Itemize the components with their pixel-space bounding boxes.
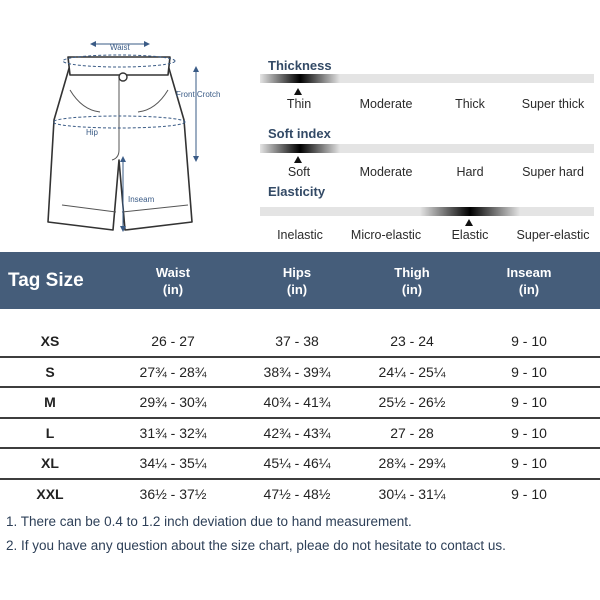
- elasticity-option-micro-elastic: Micro-elastic: [350, 228, 422, 242]
- thigh-cell: 28¾ - 29¾: [378, 455, 446, 471]
- elasticity-option-elastic: Elastic: [451, 228, 489, 242]
- front-crotch-label: Front Crotch: [176, 90, 221, 99]
- waist-cell: 29¾ - 30¾: [139, 394, 207, 410]
- elasticity-marker-icon: [465, 219, 473, 226]
- soft-index-marker-icon: [294, 156, 302, 163]
- waist-label: Waist: [110, 43, 130, 52]
- table-row: [0, 480, 600, 509]
- hips-column-header: [237, 264, 357, 298]
- elasticity-bar: [260, 207, 594, 216]
- table-row: [0, 449, 600, 480]
- thickness-marker-icon: [294, 88, 302, 95]
- soft-index-option-hard: Hard: [456, 165, 484, 179]
- soft-index-title: Soft index: [268, 126, 331, 141]
- thickness-option-thin: Thin: [286, 97, 312, 111]
- thigh-cell: 27 - 28: [390, 424, 434, 441]
- inseam-column-unit: (in): [518, 282, 540, 297]
- thigh-cell: 25½ - 26½: [378, 394, 446, 410]
- hips-cell: 45¼ - 46¼: [263, 455, 331, 471]
- thigh-column-header: [352, 264, 472, 298]
- hip-label: Hip: [86, 128, 99, 137]
- table-row: [0, 419, 600, 450]
- thickness-option-super-thick: Super thick: [521, 97, 585, 111]
- size-cell: XL: [41, 455, 59, 471]
- waist-column-unit: (in): [162, 282, 184, 297]
- inseam-cell: 9 - 10: [511, 424, 547, 441]
- thickness-title: Thickness: [268, 58, 332, 73]
- thickness-option-moderate: Moderate: [359, 97, 413, 111]
- size-cell: M: [44, 394, 56, 410]
- waist-cell: 31¾ - 32¾: [139, 424, 207, 441]
- waist-cell: 34¼ - 35¼: [139, 455, 207, 471]
- table-row: [0, 358, 600, 389]
- inseam-cell: 9 - 10: [511, 455, 547, 471]
- size-cell: XS: [40, 333, 60, 349]
- table-row: [0, 327, 600, 358]
- shorts-measurement-diagram: [0, 0, 260, 250]
- waist-column-header: [113, 264, 233, 298]
- inseam-column-header: [469, 264, 589, 298]
- thigh-column-unit: (in): [401, 282, 423, 297]
- inseam-column-name: Inseam: [506, 265, 552, 280]
- hips-cell: 37 - 38: [275, 333, 319, 349]
- thigh-cell: 24¼ - 25¼: [378, 363, 446, 380]
- soft-index-option-moderate: Moderate: [359, 165, 413, 179]
- table-row: [0, 388, 600, 419]
- inseam-label: Inseam: [128, 195, 155, 204]
- thickness-bar: [260, 74, 594, 83]
- size-cell: XXL: [36, 485, 64, 502]
- thigh-cell: 23 - 24: [390, 333, 434, 349]
- elasticity-option-super-elastic: Super-elastic: [516, 228, 590, 242]
- waist-cell: 36½ - 37½: [139, 485, 207, 502]
- thigh-cell: 30¼ - 31¼: [378, 485, 446, 502]
- inseam-cell: 9 - 10: [511, 394, 547, 410]
- inseam-cell: 9 - 10: [511, 333, 547, 349]
- soft-index-bar: [260, 144, 594, 153]
- waist-cell: 26 - 27: [151, 333, 195, 349]
- elasticity-option-inelastic: Inelastic: [277, 228, 323, 242]
- thigh-column-name: Thigh: [394, 265, 430, 280]
- size-table-header: [0, 252, 600, 309]
- hips-column-unit: (in): [286, 282, 308, 297]
- hips-cell: 42¾ - 43¾: [263, 424, 331, 441]
- tag-size-header: Tag Size: [8, 270, 84, 291]
- inseam-cell: 9 - 10: [511, 485, 547, 502]
- hips-cell: 40¾ - 41¾: [263, 394, 331, 410]
- thickness-option-thick: Thick: [455, 97, 485, 111]
- size-cell: S: [45, 363, 55, 380]
- note-measurement-deviation: 1. There can be 0.4 to 1.2 inch deviation due to hand measurement.: [6, 514, 412, 529]
- waist-cell: 27¾ - 28¾: [139, 363, 207, 380]
- hips-cell: 47½ - 48½: [263, 485, 331, 502]
- soft-index-option-soft: Soft: [287, 165, 311, 179]
- note-contact-us: 2. If you have any question about the size chart, pleae do not hesitate to contact us.: [6, 538, 506, 553]
- size-table-body: [0, 327, 600, 508]
- soft-index-option-super-hard: Super hard: [522, 165, 584, 179]
- shorts-illustration: [48, 57, 192, 230]
- size-cell: L: [45, 424, 55, 441]
- inseam-cell: 9 - 10: [511, 363, 547, 380]
- elasticity-title: Elasticity: [268, 184, 326, 199]
- hips-cell: 38¾ - 39¾: [263, 363, 331, 380]
- hips-column-name: Hips: [282, 265, 312, 280]
- waist-column-name: Waist: [155, 265, 191, 280]
